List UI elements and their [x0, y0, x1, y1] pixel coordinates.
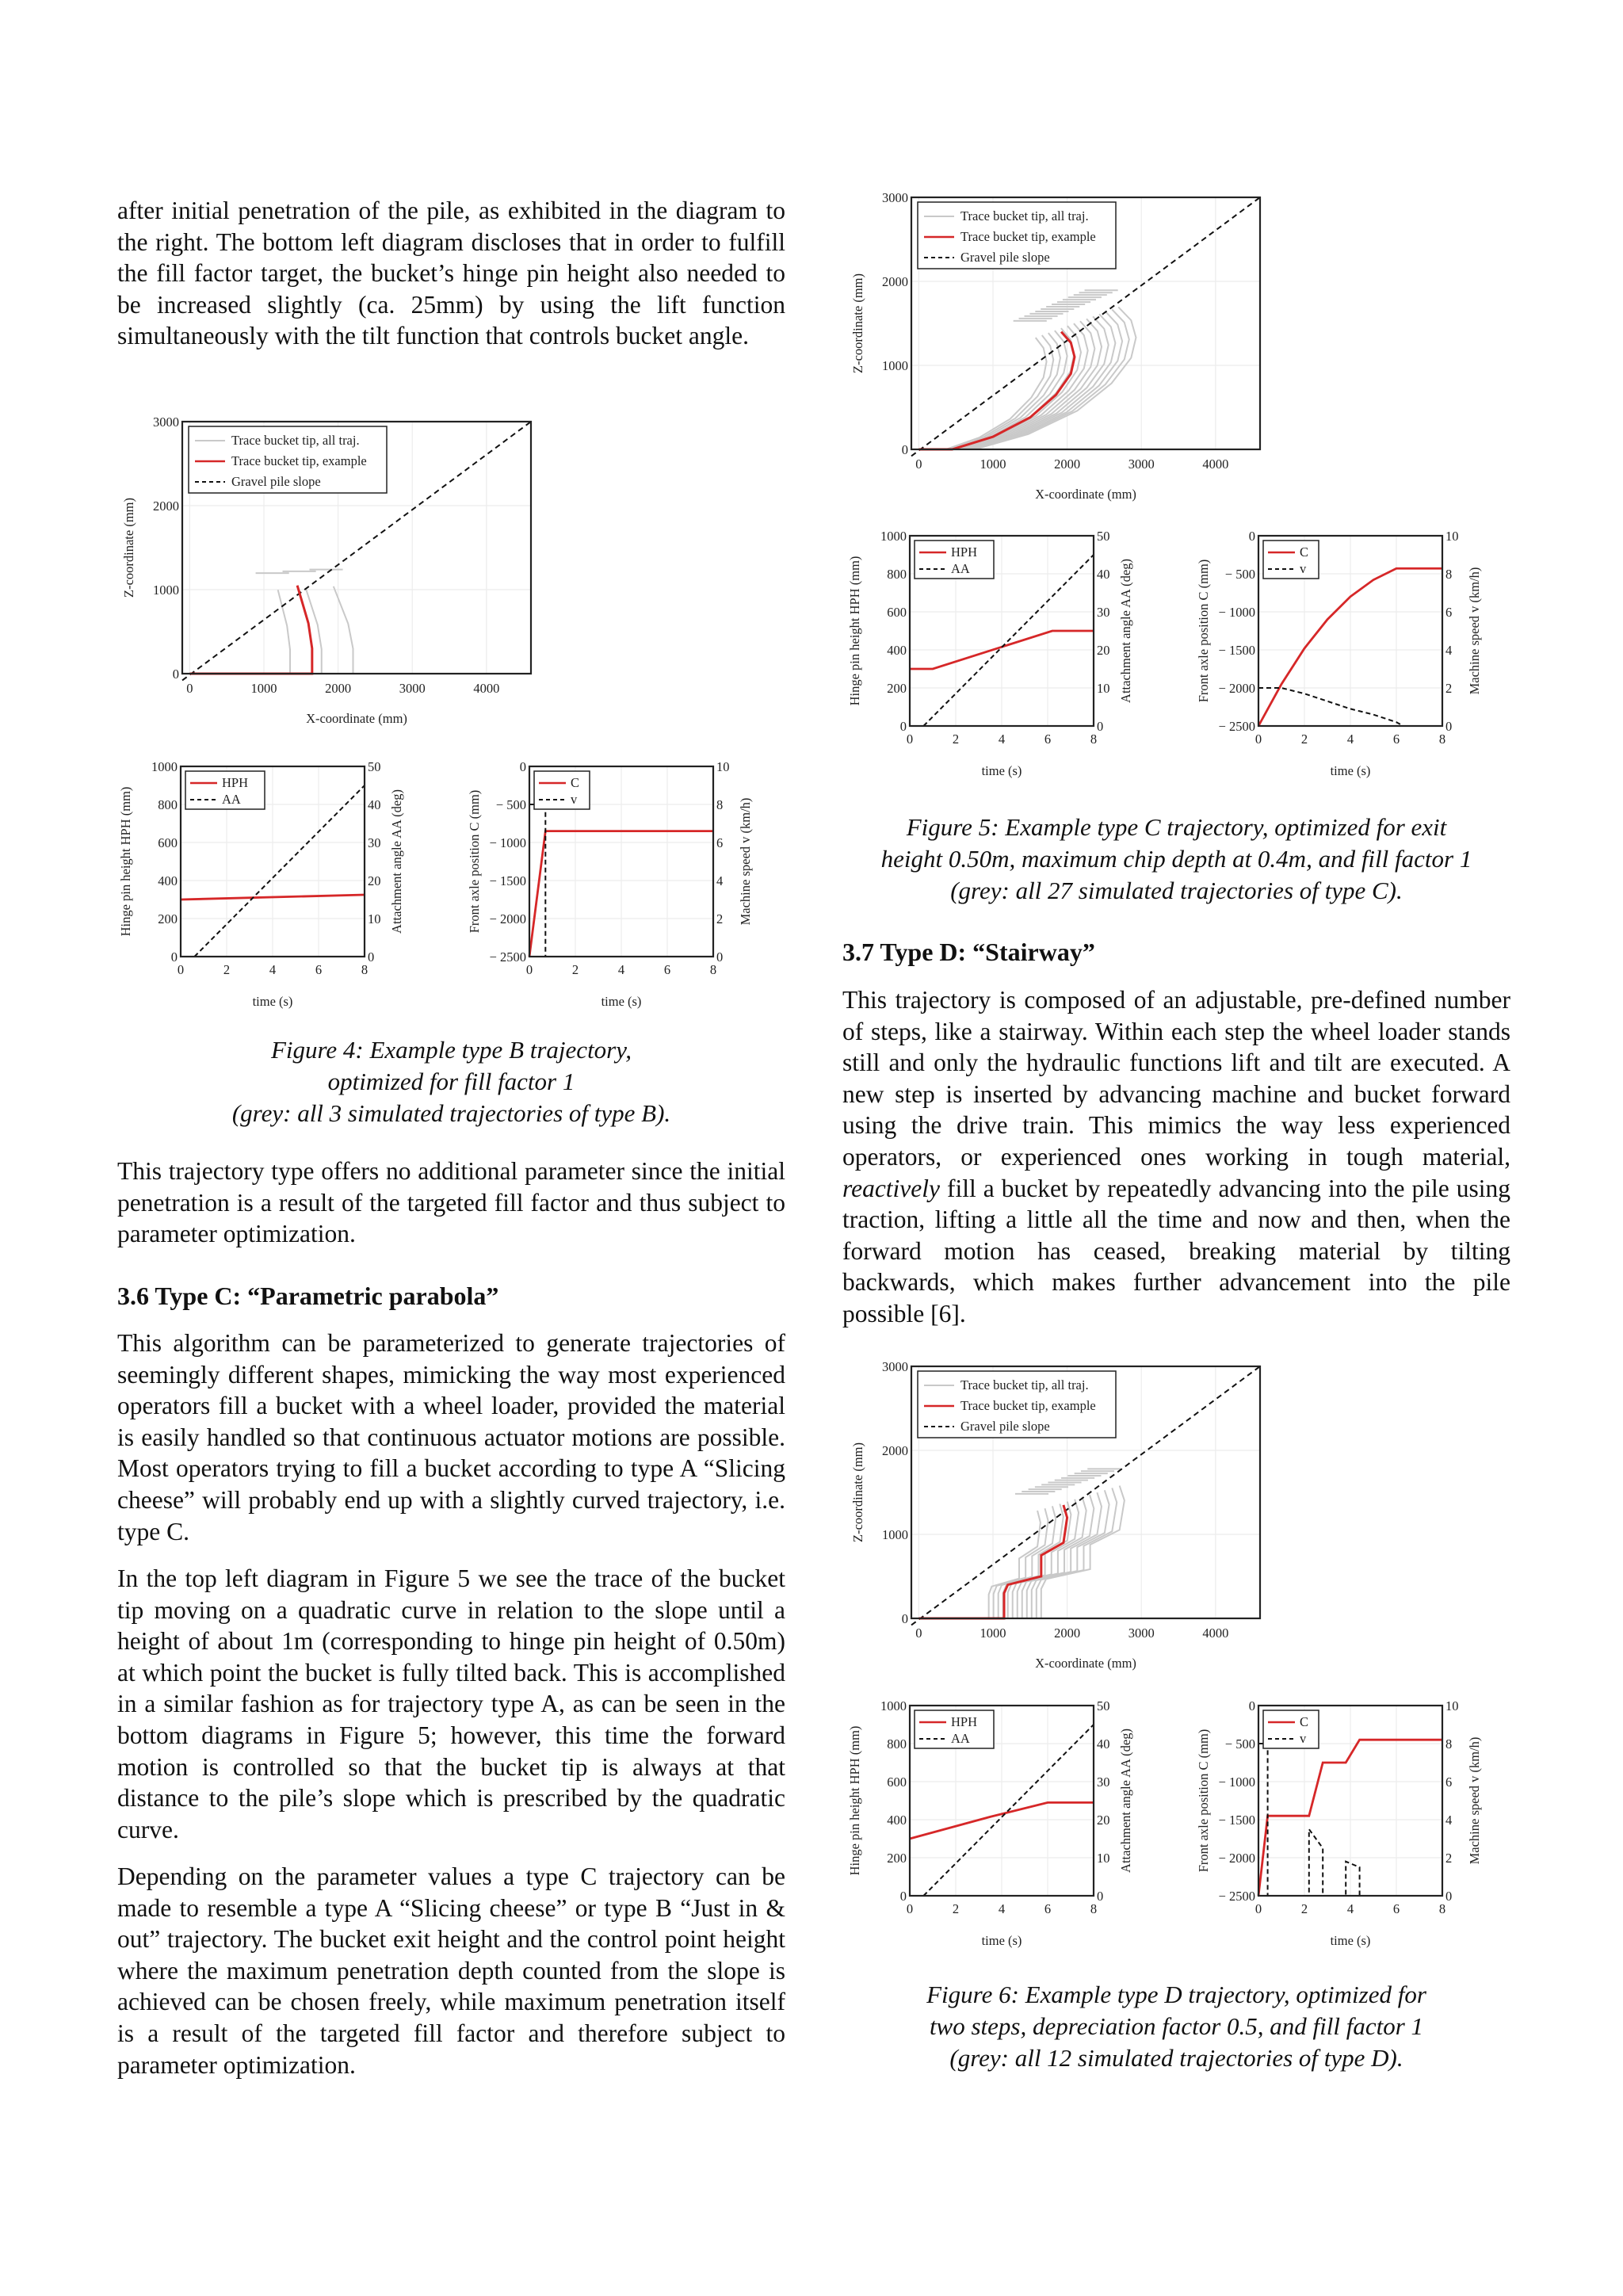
legend-label-2: AA: [951, 1731, 970, 1746]
y-tick-label: 0: [901, 442, 908, 457]
section-heading-3-7: 3.7 Type D: “Stairway”: [842, 938, 1095, 966]
legend-box: [1263, 1710, 1319, 1748]
y2-tick-label: 50: [1097, 529, 1110, 544]
x-tick-label: 2000: [1054, 1626, 1081, 1641]
y-tick-label: 0: [1248, 529, 1255, 544]
x-axis-label: time (s): [1330, 1933, 1371, 1948]
x-tick-label: 1000: [980, 1626, 1006, 1641]
y2-axis-label: Attachment angle AA (deg): [389, 789, 404, 934]
x-tick-label: 4: [998, 1901, 1006, 1916]
fig6-caption-1: Figure 6: Example type D trajectory, optimized for: [926, 1981, 1426, 2008]
paragraph-intro: after initial penetration of the pile, as exhibited in the diagram to the right. The bottom left diagram discloses that in order to fulfill the fill factor target, the bucket’s hinge pin height also needed to be increased slightly (ca. 25mm) by using the lift function simultaneously with the tilt function that controls bucket angle.: [117, 197, 785, 350]
y-tick-label: 2000: [882, 274, 908, 289]
y-tick-label: − 1500: [489, 873, 526, 888]
legend-label-1: HPH: [951, 544, 978, 560]
y2-tick-label: 0: [1445, 1889, 1453, 1904]
y-tick-label: − 2500: [489, 949, 526, 965]
paragraph-type-d-emphasis: reactively: [842, 1174, 941, 1202]
y-tick-label: 600: [158, 835, 178, 850]
x-tick-label: 6: [315, 962, 323, 977]
y-tick-label: − 1000: [489, 835, 526, 850]
y2-tick-label: 40: [1097, 1736, 1110, 1752]
y-tick-label: 0: [170, 949, 178, 965]
series-aa-line: [194, 785, 365, 957]
fig5-trajectory-chart: [840, 188, 1284, 513]
fig4-trajectory-chart: [111, 412, 555, 737]
y2-tick-label: 40: [368, 797, 381, 812]
y-tick-label: 2000: [882, 1443, 908, 1458]
x-tick-label: 2: [952, 1901, 960, 1916]
y2-axis-label: Machine speed v (km/h): [1467, 567, 1482, 695]
legend-label-2: v: [1300, 561, 1307, 576]
fig4-caption-1: Figure 4: Example type B trajectory,: [270, 1036, 632, 1064]
series-aa-line: [923, 555, 1094, 726]
x-tick-label: 0: [906, 1901, 914, 1916]
y2-tick-label: 0: [1097, 1889, 1104, 1904]
x-tick-label: 2: [571, 962, 579, 977]
y-tick-label: 3000: [153, 415, 179, 430]
legend-label-2: v: [1300, 1731, 1307, 1746]
x-tick-label: 8: [1438, 732, 1446, 747]
x-tick-label: 0: [1254, 1901, 1262, 1916]
legend-box: [534, 771, 590, 809]
x-tick-label: 4000: [473, 681, 500, 696]
y-tick-label: 1000: [151, 759, 178, 774]
legend-label-2: AA: [951, 561, 970, 576]
x-tick-label: 8: [1090, 732, 1098, 747]
x-tick-label: 1000: [980, 457, 1006, 472]
y-tick-label: 1000: [880, 1698, 907, 1713]
x-tick-label: 8: [1090, 1901, 1098, 1916]
y-tick-label: 0: [899, 719, 907, 734]
fig5-caption-2: height 0.50m, maximum chip depth at 0.4m, and fill factor 1: [880, 845, 1472, 873]
y2-tick-label: 0: [1097, 719, 1104, 734]
legend-label-slope: Gravel pile slope: [960, 250, 1050, 265]
y2-tick-label: 2: [716, 911, 724, 926]
y-tick-label: 800: [158, 797, 178, 812]
fig5-c-chart: [1189, 526, 1522, 788]
legend-label-1: C: [571, 775, 580, 790]
y2-tick-label: 4: [1445, 643, 1453, 658]
paragraph-type-d-pre: This trajectory is composed of an adjustable, pre-defined number of steps, like a stairway. Within each step the wheel loader stands still and only the hydraulic functions lift and tilt are executed. A new step is inserted by advancing machine and bucket forward using the drive train. This mimics the way less experienced operators, or experienced ones working in tough material,: [842, 986, 1510, 1171]
y2-tick-label: 8: [1445, 567, 1453, 582]
legend-box: [1263, 541, 1319, 579]
fig6-c-chart: [1189, 1696, 1522, 1958]
x-tick-label: 4000: [1202, 1626, 1229, 1641]
paragraph-type-c-3: Depending on the parameter values a type C trajectory can be made to resemble a type A “Slicing cheese” or type B “Just in & out” trajectory. The bucket exit height and the control point height where the maximum penetration depth counted from the slope is achieved can be chosen freely, while maximum penetration itself is a result of the targeted fill factor and therefore subject to parameter optimization.: [117, 1862, 785, 2079]
x-tick-label: 2000: [325, 681, 352, 696]
paragraph-type-d: [842, 984, 1510, 1330]
series-v-line: [1258, 688, 1403, 726]
y-tick-label: − 2500: [1218, 1889, 1255, 1904]
y-axis-label: Z-coordinate (mm): [850, 1442, 865, 1542]
x-tick-label: 4: [1346, 732, 1354, 747]
x-axis-label: X-coordinate (mm): [1035, 1656, 1136, 1671]
y-axis-label: Front axle position C (mm): [1196, 559, 1211, 703]
y-tick-label: 200: [158, 911, 178, 926]
y-axis-label: Z-coordinate (mm): [850, 273, 865, 373]
y-tick-label: 400: [887, 643, 907, 658]
legend-label-1: C: [1300, 544, 1309, 560]
y-tick-label: − 2000: [489, 911, 526, 926]
y-axis-label: Hinge pin height HPH (mm): [118, 786, 133, 937]
y2-tick-label: 8: [1445, 1736, 1453, 1752]
y-tick-label: − 1000: [1218, 1775, 1255, 1790]
y2-tick-label: 10: [1445, 529, 1459, 544]
x-tick-label: 2: [1300, 732, 1308, 747]
y2-tick-label: 50: [368, 759, 381, 774]
y2-tick-label: 30: [368, 835, 381, 850]
x-tick-label: 4: [998, 732, 1006, 747]
x-axis-label: time (s): [981, 763, 1022, 778]
fig5-caption-1: Figure 5: Example type C trajectory, optimized for exit: [906, 813, 1447, 841]
fig6-caption-3: (grey: all 12 simulated trajectories of type D).: [949, 2044, 1403, 2072]
y-tick-label: 1000: [880, 529, 907, 544]
legend-label-example: Trace bucket tip, example: [960, 229, 1096, 244]
fig6-trajectory-chart: [840, 1357, 1284, 1682]
x-tick-label: 8: [1438, 1901, 1446, 1916]
y-tick-label: − 2000: [1218, 1851, 1255, 1866]
x-tick-label: 8: [709, 962, 717, 977]
y2-tick-label: 10: [1097, 681, 1110, 696]
y-tick-label: 3000: [882, 1359, 908, 1374]
y-tick-label: 600: [887, 605, 907, 620]
y2-tick-label: 6: [1445, 1775, 1453, 1790]
y-tick-label: 600: [887, 1775, 907, 1790]
x-axis-label: time (s): [601, 994, 642, 1009]
y-tick-label: 400: [887, 1813, 907, 1828]
grey-trace: [918, 1508, 1048, 1618]
legend-label-slope: Gravel pile slope: [231, 474, 321, 489]
x-tick-label: 0: [186, 681, 193, 696]
x-tick-label: 6: [1392, 732, 1400, 747]
y2-axis-label: Attachment angle AA (deg): [1118, 559, 1133, 703]
grey-trace: [189, 586, 353, 674]
section-heading-3-6: 3.6 Type C: “Parametric parabola”: [117, 1282, 499, 1310]
grey-trace: [918, 1490, 1109, 1618]
paragraph-type-b-param: This trajectory type offers no additional parameter since the initial penetration is a result of the targeted fill factor and thus subject to parameter optimization.: [117, 1157, 785, 1248]
x-axis-label: X-coordinate (mm): [306, 711, 407, 726]
y2-tick-label: 50: [1097, 1698, 1110, 1713]
y2-tick-label: 4: [1445, 1813, 1453, 1828]
y2-tick-label: 0: [716, 949, 724, 965]
x-tick-label: 0: [1254, 732, 1262, 747]
series-aa-line: [923, 1725, 1094, 1896]
fig6-hph-chart: [840, 1696, 1173, 1958]
legend-label-example: Trace bucket tip, example: [960, 1398, 1096, 1413]
y-tick-label: 800: [887, 1736, 907, 1752]
x-axis-label: X-coordinate (mm): [1035, 487, 1136, 502]
fig6-caption-2: two steps, depreciation factor 0.5, and fill factor 1: [929, 2012, 1424, 2040]
y2-tick-label: 10: [368, 911, 381, 926]
y-axis-label: Z-coordinate (mm): [121, 498, 136, 598]
y2-tick-label: 10: [1445, 1698, 1459, 1713]
y-axis-label: Hinge pin height HPH (mm): [847, 1725, 862, 1876]
y-tick-label: 400: [158, 873, 178, 888]
x-tick-label: 0: [915, 457, 922, 472]
x-tick-label: 6: [1044, 1901, 1052, 1916]
x-tick-label: 4: [269, 962, 277, 977]
y2-tick-label: 6: [716, 835, 724, 850]
y-tick-label: − 2500: [1218, 719, 1255, 734]
y-tick-label: − 500: [1224, 1736, 1255, 1752]
y2-tick-label: 40: [1097, 567, 1110, 582]
fig4-hph-chart: [111, 757, 444, 1018]
y2-axis-label: Machine speed v (km/h): [1467, 1736, 1482, 1865]
paragraph-type-c-1: This algorithm can be parameterized to generate trajectories of seemingly different shapes, mimicking the way most experienced operators fill a bucket with a wheel loader, provided the material is easily handled so that continuous actuator motions are possible. Most operators trying to fill a bucket according to type A “Slicing cheese” will probably end up with a slightly curved trajectory, i.e. type C.: [117, 1329, 785, 1545]
x-tick-label: 0: [915, 1626, 922, 1641]
x-axis-label: time (s): [981, 1933, 1022, 1948]
x-tick-label: 1000: [250, 681, 277, 696]
y-tick-label: 1000: [882, 1527, 908, 1542]
x-tick-label: 8: [361, 962, 369, 977]
legend-label-all: Trace bucket tip, all traj.: [960, 208, 1089, 223]
y-tick-label: − 1500: [1218, 1813, 1255, 1828]
x-tick-label: 4: [1346, 1901, 1354, 1916]
y-tick-label: 800: [887, 567, 907, 582]
fig5-hph-chart: [840, 526, 1173, 788]
y-tick-label: − 500: [1224, 567, 1255, 582]
y-tick-label: 200: [887, 681, 907, 696]
x-tick-label: 6: [1044, 732, 1052, 747]
paragraph-type-d-post: fill a bucket by repeatedly advancing into the pile using traction, lifting a little all the time and now and then, when the forward motion has ceased, breaking material by tilting backwards, which makes further advancement into the pile possible [6].: [842, 1174, 1510, 1328]
x-tick-label: 3000: [1128, 1626, 1155, 1641]
x-tick-label: 0: [177, 962, 185, 977]
y-axis-label: Hinge pin height HPH (mm): [847, 556, 862, 706]
legend-label-all: Trace bucket tip, all traj.: [231, 433, 360, 448]
y2-tick-label: 20: [1097, 1813, 1110, 1828]
x-axis-label: time (s): [1330, 763, 1371, 778]
fig4-caption-3: (grey: all 3 simulated trajectories of type B).: [231, 1099, 671, 1127]
y-tick-label: 2000: [153, 499, 179, 514]
y2-tick-label: 0: [1445, 719, 1453, 734]
legend-label-1: C: [1300, 1714, 1309, 1729]
y-tick-label: − 500: [495, 797, 526, 812]
x-tick-label: 2: [952, 732, 960, 747]
fig4-c-chart: [460, 757, 792, 1018]
x-axis-label: time (s): [252, 994, 293, 1009]
y-tick-label: 200: [887, 1851, 907, 1866]
y2-tick-label: 0: [368, 949, 375, 965]
x-tick-label: 2: [223, 962, 231, 977]
y-tick-label: 1000: [153, 583, 179, 598]
paragraph-type-c-2: In the top left diagram in Figure 5 we see the trace of the bucket tip moving on a quadratic curve in relation to the slope until a height of about 1m (corresponding to hinge pin height of 0.50m) at which point the bucket is fully tilted back. This is accomplished in a similar fashion as for trajectory type A, as can be seen in the bottom diagrams in Figure 5; however, this time the forward motion is controlled so that the bucket tip is always at that distance to the pile’s slope which is prescribed by the quadratic curve.: [117, 1564, 785, 1843]
y2-tick-label: 20: [368, 873, 381, 888]
legend-label-1: HPH: [222, 775, 249, 790]
y2-tick-label: 30: [1097, 605, 1110, 620]
legend-label-all: Trace bucket tip, all traj.: [960, 1377, 1089, 1392]
y-tick-label: 0: [172, 667, 179, 682]
y-tick-label: 3000: [882, 190, 908, 205]
y-tick-label: − 1000: [1218, 605, 1255, 620]
x-tick-label: 2: [1300, 1901, 1308, 1916]
y2-tick-label: 30: [1097, 1775, 1110, 1790]
y2-tick-label: 10: [716, 759, 730, 774]
legend-label-example: Trace bucket tip, example: [231, 453, 367, 468]
x-tick-label: 0: [906, 732, 914, 747]
y2-tick-label: 2: [1445, 681, 1453, 696]
y2-tick-label: 2: [1445, 1851, 1453, 1866]
y2-tick-label: 4: [716, 873, 724, 888]
y-axis-label: Front axle position C (mm): [1196, 1729, 1211, 1873]
x-tick-label: 6: [663, 962, 671, 977]
y-tick-label: 0: [901, 1611, 908, 1626]
x-tick-label: 3000: [399, 681, 426, 696]
grey-trace: [189, 590, 290, 674]
x-tick-label: 2000: [1054, 457, 1081, 472]
y-tick-label: − 1500: [1218, 643, 1255, 658]
y-axis-label: Front axle position C (mm): [467, 789, 482, 934]
y2-tick-label: 6: [1445, 605, 1453, 620]
y-tick-label: − 2000: [1218, 681, 1255, 696]
legend-label-2: AA: [222, 792, 241, 807]
y2-axis-label: Attachment angle AA (deg): [1118, 1729, 1133, 1873]
y-tick-label: 0: [1248, 1698, 1255, 1713]
legend-label-1: HPH: [951, 1714, 978, 1729]
fig4-caption-2: optimized for fill factor 1: [327, 1068, 575, 1095]
fig5-caption-3: (grey: all 27 simulated trajectories of type C).: [950, 877, 1403, 904]
x-tick-label: 3000: [1128, 457, 1155, 472]
grey-trace: [918, 1506, 1056, 1618]
y2-tick-label: 10: [1097, 1851, 1110, 1866]
x-tick-label: 4000: [1202, 457, 1229, 472]
y2-tick-label: 8: [716, 797, 724, 812]
x-tick-label: 0: [525, 962, 533, 977]
x-tick-label: 6: [1392, 1901, 1400, 1916]
x-tick-label: 4: [617, 962, 625, 977]
legend-label-slope: Gravel pile slope: [960, 1419, 1050, 1434]
legend-label-2: v: [571, 792, 578, 807]
y-tick-label: 0: [899, 1889, 907, 1904]
y-tick-label: 1000: [882, 358, 908, 373]
y2-axis-label: Machine speed v (km/h): [738, 797, 753, 926]
y-tick-label: 0: [519, 759, 526, 774]
y2-tick-label: 20: [1097, 643, 1110, 658]
